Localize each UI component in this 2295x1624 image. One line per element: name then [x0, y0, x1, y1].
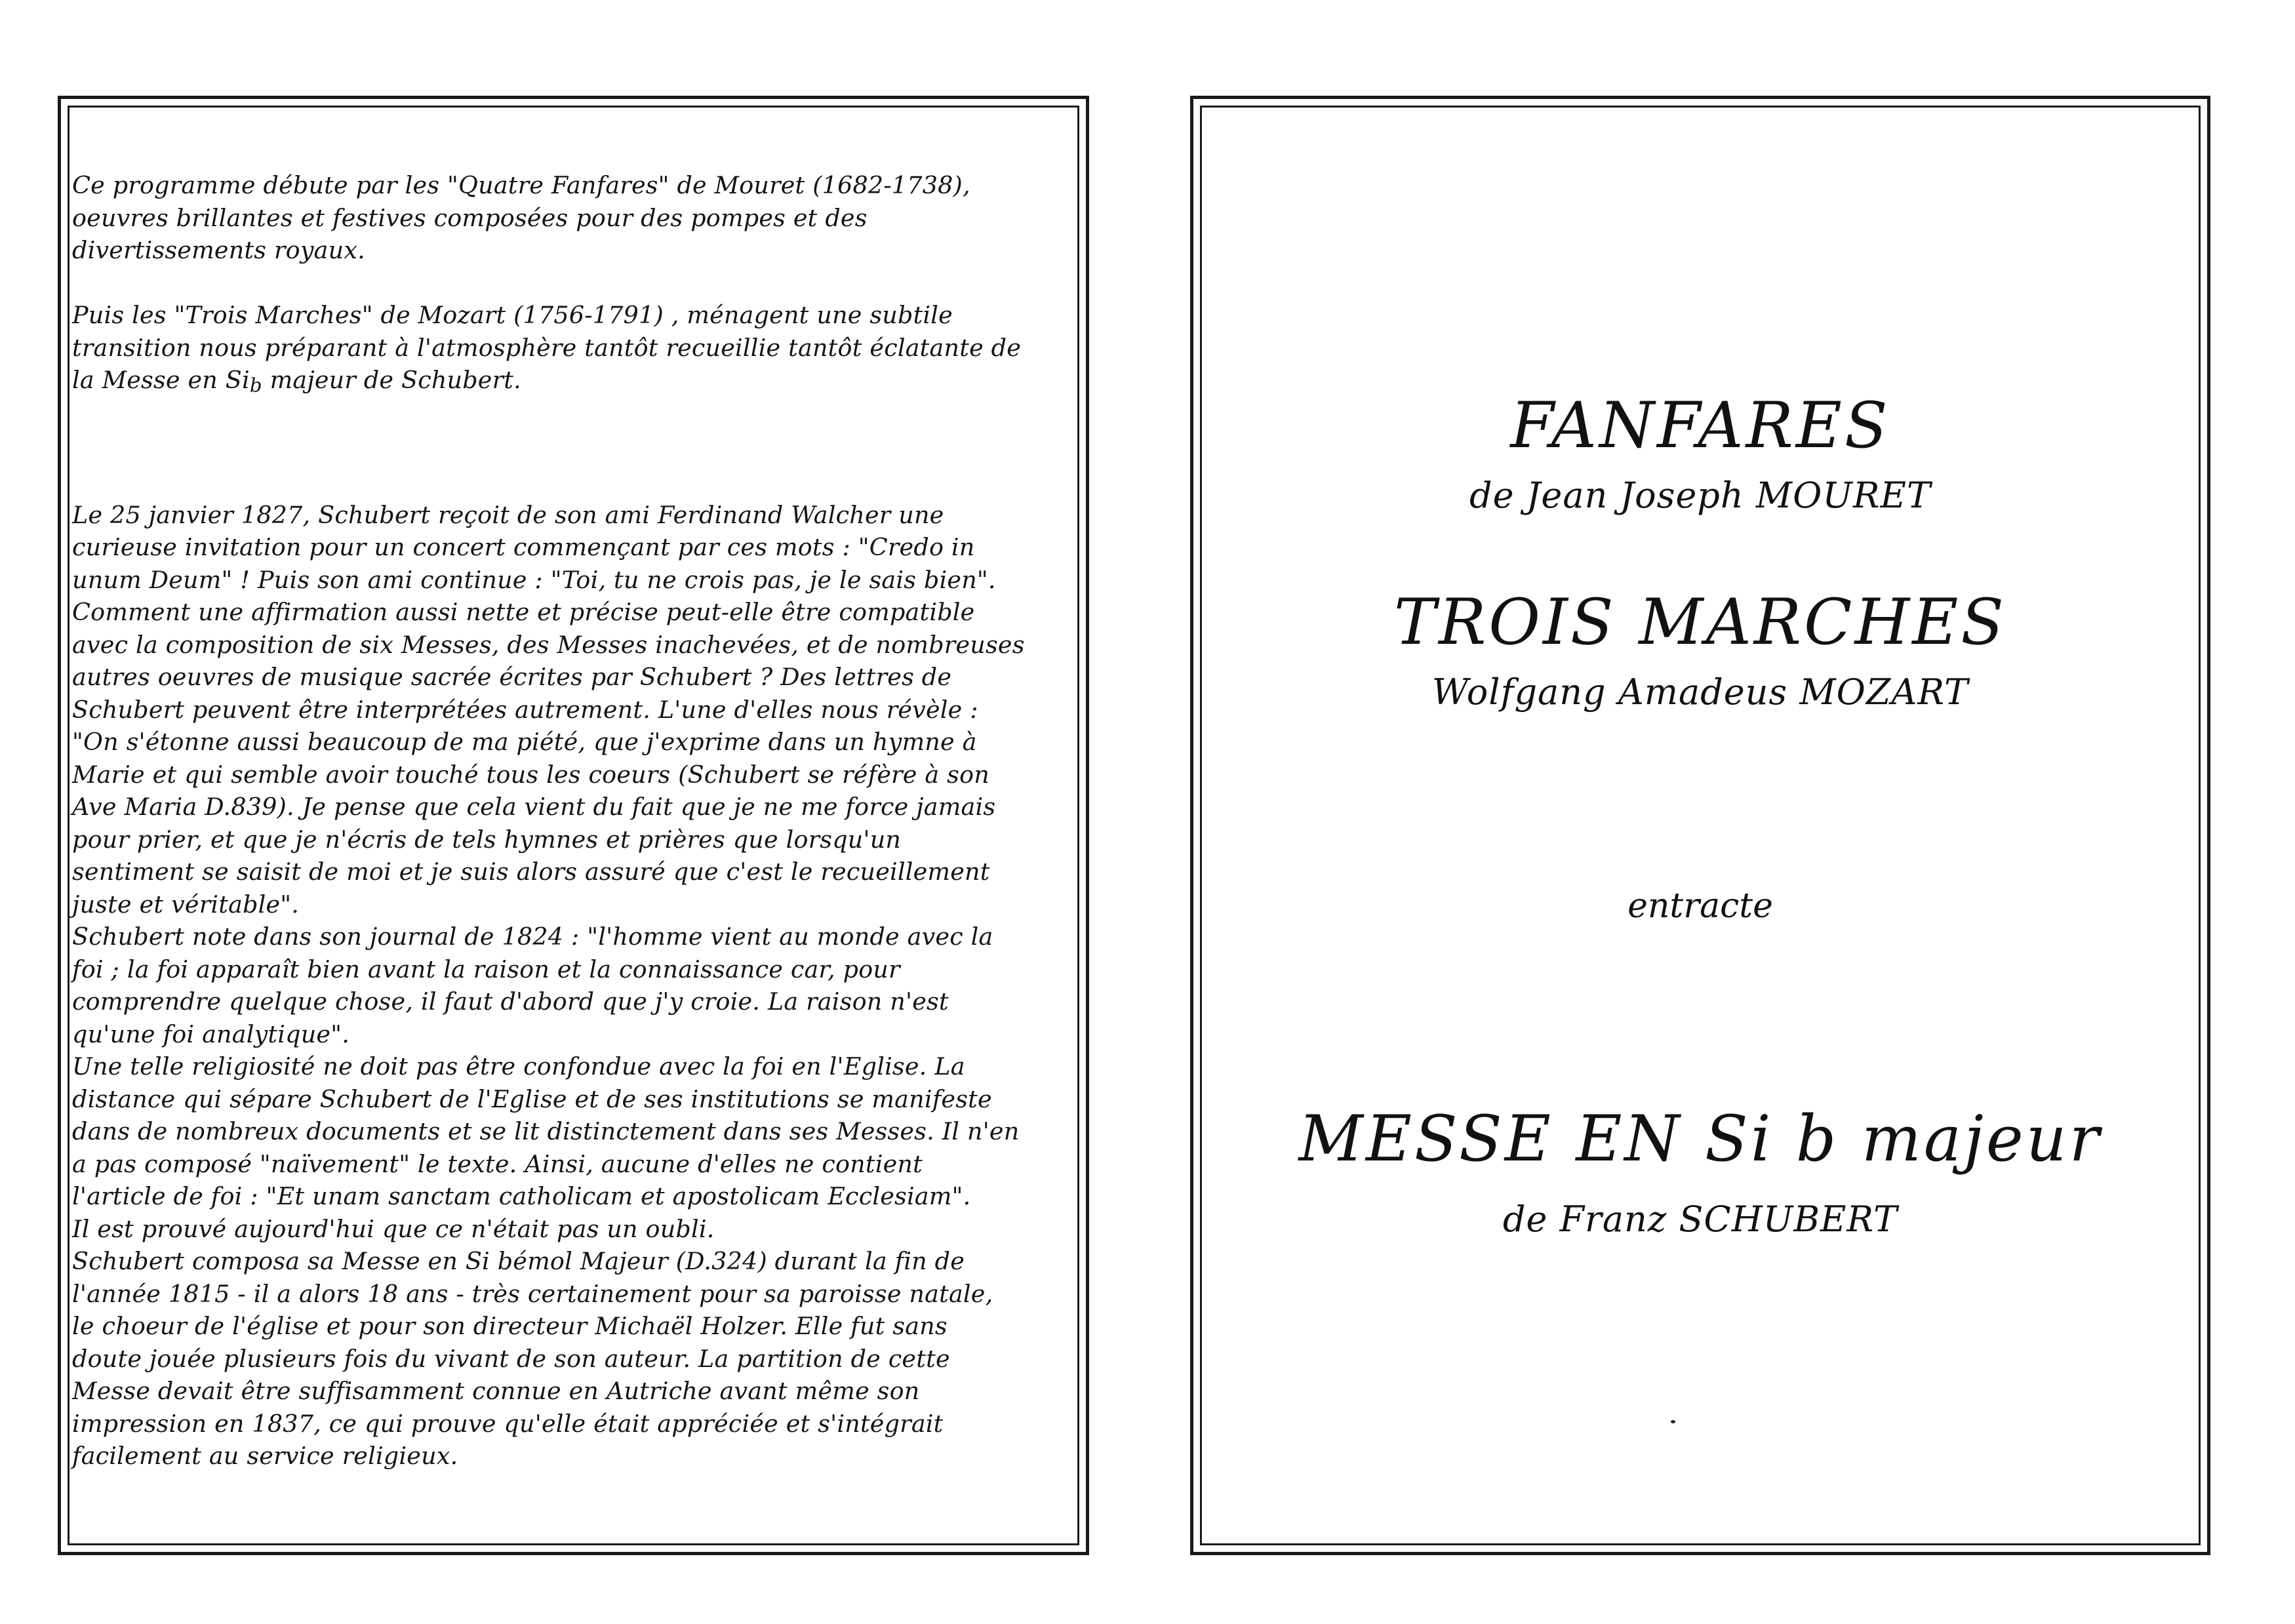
text-line: juste et véritable". [72, 890, 300, 919]
paragraph-marches-intro [72, 299, 1082, 402]
text-line: qu'une foi analytique". [72, 1020, 350, 1048]
text-line: doute jouée plusieurs fois du vivant de son auteur. La partition de cette [72, 1344, 950, 1373]
marches-composer: Wolfgang Amadeus MOZART [1431, 671, 1969, 713]
text-line: curieuse invitation pour un concert commençant par ces mots : "Credo in [72, 533, 975, 562]
intermission-label: entracte [1627, 886, 1773, 926]
program-notes [72, 169, 1082, 1473]
text-line: Schubert composa sa Messe en Si bémol Majeur (D.324) durant la fin de [72, 1247, 965, 1276]
fanfares-composer: de Jean Joseph MOURET [1469, 475, 1931, 516]
text-line: unum Deum" ! Puis son ami continue : "Toi, tu ne crois pas, je le sais bien". [72, 565, 996, 594]
text-line: autres oeuvres de musique sacrée écrites par Schubert ? Des lettres de [72, 663, 952, 692]
text-line: Le 25 janvier 1827, Schubert reçoit de son ami Ferdinand Walcher une [72, 500, 944, 529]
text-line: sentiment se saisit de moi et je suis alors assuré que c'est le recueillement [72, 858, 990, 886]
text-line: oeuvres brillantes et festives composées pour des pompes et des [72, 203, 868, 232]
text-line: foi ; la foi apparaît bien avant la raison et la connaissance car, pour [72, 955, 900, 983]
text-line: impression en 1837, ce qui prouve qu'elle était appréciée et s'intégrait [72, 1409, 944, 1438]
program-listing [1190, 96, 2210, 1555]
flat-sign: b [249, 374, 262, 397]
text-line: l'année 1815 - il a alors 18 ans - très certainement pour sa paroisse natale, [72, 1279, 993, 1308]
text-line: Comment une affirmation aussi nette et précise peut-elle être compatible [72, 598, 975, 627]
text-line: l'article de foi : "Et unam sanctam catholicam et apostolicam Ecclesiam". [72, 1182, 971, 1211]
text-line: comprendre quelque chose, il faut d'abord que j'y croie. La raison n'est [72, 987, 949, 1016]
text-line: la Messe en Sib majeur de Schubert. [72, 366, 521, 397]
text-line: Ave Maria D.839). Je pense que cela vient du fait que je ne me force jamais [72, 793, 996, 822]
text-line: transition nous préparant à l'atmosphère tantôt recueillie tantôt éclatante de [72, 333, 1022, 362]
text-line: pour prier, et que je n'écris de tels hymnes et prières que lorsqu'un [72, 825, 902, 854]
text-line: divertissements royaux. [72, 236, 365, 264]
text-line: avec la composition de six Messes, des Messes inachevées, et de nombreuses [72, 630, 1025, 659]
text-line: dans de nombreux documents et se lit distinctement dans ses Messes. Il n'en [72, 1117, 1020, 1146]
text-line: Schubert note dans son journal de 1824 : "l'homme vient au monde avec la [72, 922, 993, 951]
paragraph-fanfares-intro [72, 169, 1082, 267]
marches-title: TROIS MARCHES [1393, 585, 2007, 659]
text-line: distance qui sépare Schubert de l'Eglise et de ses institutions se manifeste [72, 1084, 992, 1113]
text-line: Schubert peuvent être interprétées autrement. L'une d'elles nous révèle : [72, 695, 978, 724]
text-line: le choeur de l'église et pour son directeur Michaël Holzer. Elle fut sans [72, 1312, 948, 1341]
text-line: "On s'étonne aussi beaucoup de ma piété, que j'exprime dans un hymne à [72, 728, 977, 757]
paragraph-schubert-notes [72, 499, 1082, 1473]
text-line: Ce programme débute par les "Quatre Fanfares" de Mouret (1682-1738), [72, 171, 970, 199]
flat-sign: b [1795, 1102, 1839, 1176]
fanfares-title: FANFARES [1510, 389, 1890, 462]
text-line: Messe devait être suffisamment connue en Autriche avant même son [72, 1377, 920, 1406]
text-line: Une telle religiosité ne doit pas être confondue avec la foi en l'Eglise. La [72, 1052, 965, 1081]
text-line: facilement au service religieux. [72, 1442, 458, 1471]
text-line: Marie et qui semble avoir touché tous les coeurs (Schubert se réfère à son [72, 760, 989, 789]
text-line: a pas composé "naïvement" le texte. Ainsi, aucune d'elles ne contient [72, 1149, 923, 1178]
text-line: Il est prouvé aujourd'hui que ce n'était pas un oubli. [72, 1214, 715, 1243]
mass-composer: de Franz SCHUBERT [1502, 1198, 1898, 1240]
mass-title: MESSE EN Si b majeur [1298, 1102, 2102, 1176]
text-line: Puis les "Trois Marches" de Mozart (1756-1791) , ménagent une subtile [72, 301, 953, 329]
